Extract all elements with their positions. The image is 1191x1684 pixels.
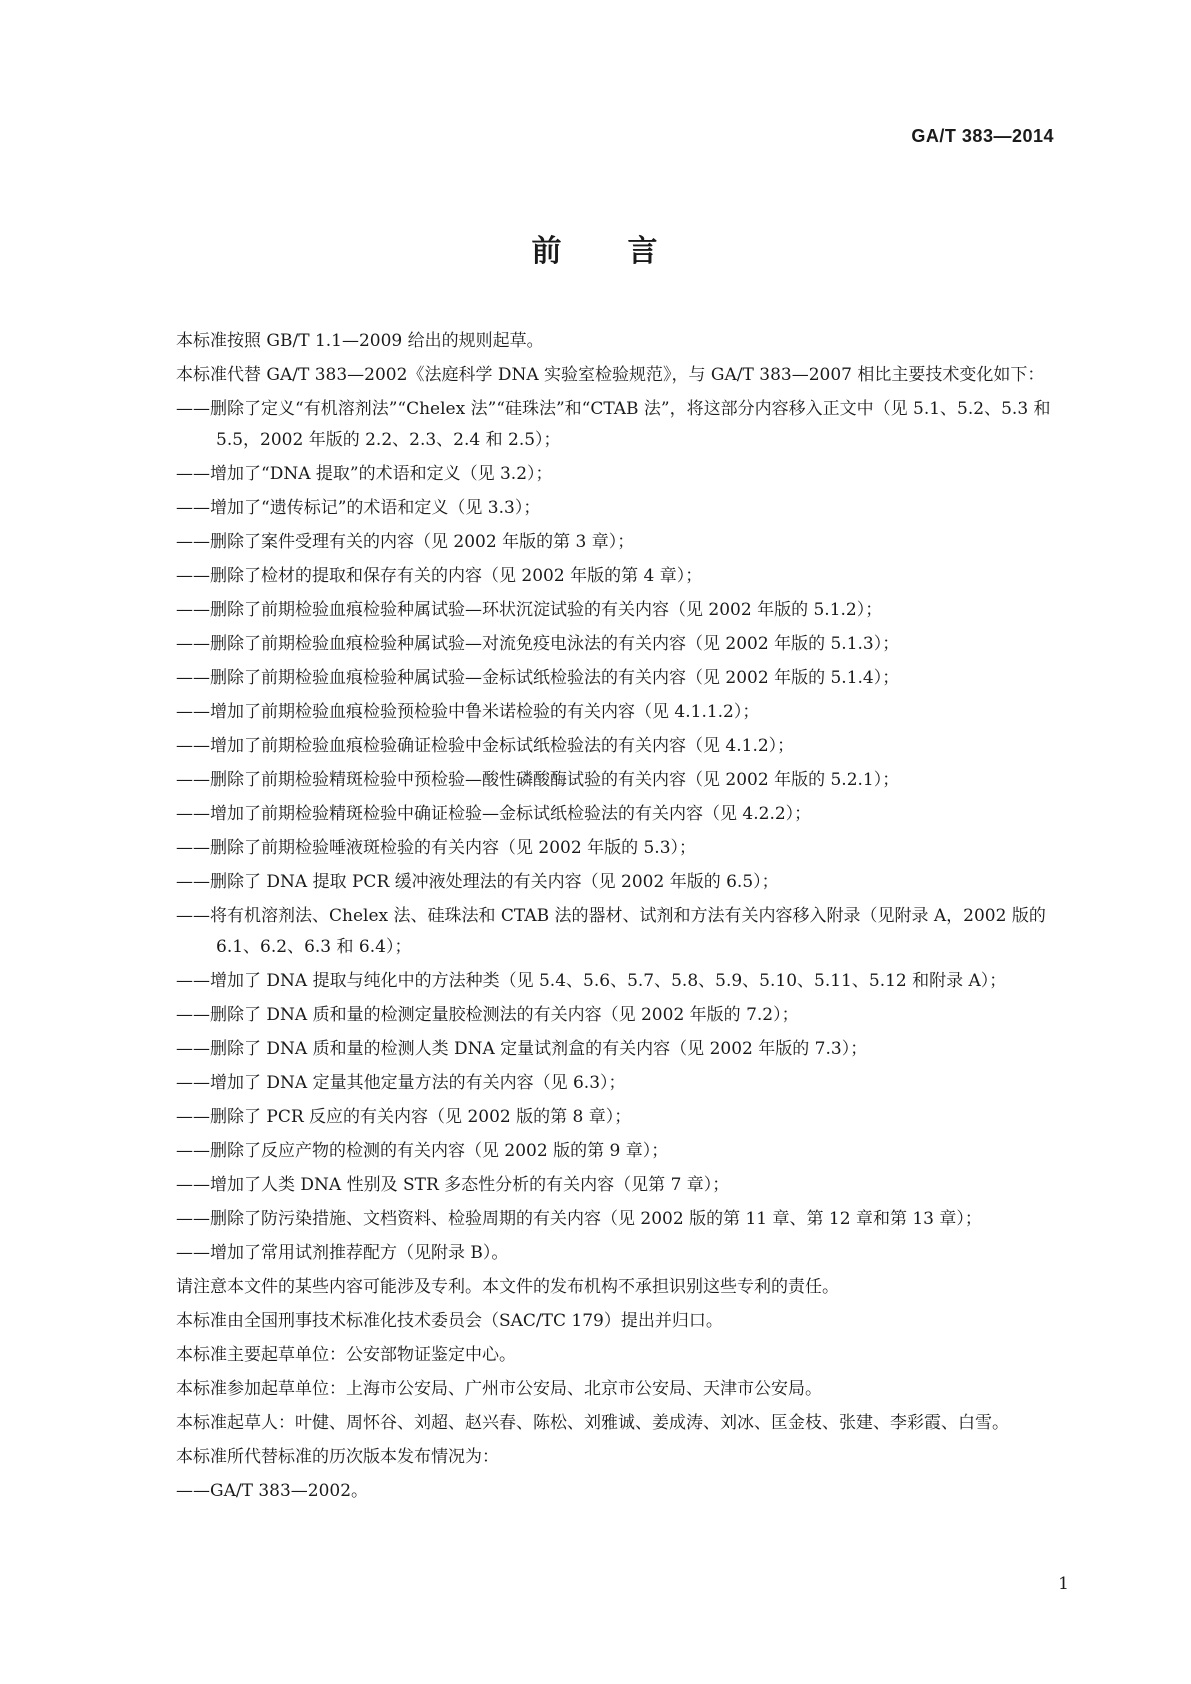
- paragraph: 本标准由全国刑事技术标准化技术委员会（SAC/TC 179）提出并归口。: [176, 1311, 723, 1331]
- list-item: ——删除了前期检验血痕检验种属试验—金标试纸检验法的有关内容（见 2002 年版的 5.1.4）；: [176, 668, 900, 688]
- list-item: ——删除了检材的提取和保存有关的内容（见 2002 年版的第 4 章）；: [176, 566, 703, 586]
- list-item: ——删除了 DNA 提取 PCR 缓冲液处理法的有关内容（见 2002 年版的 6.5）；: [176, 872, 779, 892]
- foreword-body: [137, 326, 1054, 1510]
- standard-code: GA/T 383—2014: [911, 126, 1054, 146]
- list-item: ——删除了 DNA 质和量的检测定量胶检测法的有关内容（见 2002 年版的 7.2）；: [176, 1005, 799, 1025]
- history-item: ——GA/T 383—2002。: [176, 1481, 369, 1501]
- list-item: ——删除了反应产物的检测的有关内容（见 2002 版的第 9 章）；: [176, 1141, 669, 1161]
- list-item: ——删除了 PCR 反应的有关内容（见 2002 版的第 8 章）；: [176, 1107, 632, 1127]
- list-item: ——删除了 DNA 质和量的检测人类 DNA 定量试剂盒的有关内容（见 2002 年版的 7.3）；: [176, 1039, 868, 1059]
- page-number: 1: [1058, 1574, 1069, 1594]
- paragraph: 本标准代替 GA/T 383—2002《法庭科学 DNA 实验室检验规范》，与 GA/T 383—2007 相比主要技术变化如下：: [176, 365, 1045, 385]
- list-item: ——删除了防污染措施、文档资料、检验周期的有关内容（见 2002 版的第 11 章、第 12 章和第 13 章）；: [176, 1209, 982, 1229]
- list-item: ——增加了“DNA 提取”的术语和定义（见 3.2）；: [176, 464, 553, 484]
- list-item: ——增加了 DNA 定量其他定量方法的有关内容（见 6.3）；: [176, 1073, 626, 1093]
- list-item: ——删除了前期检验精斑检验中预检验—酸性磷酸酶试验的有关内容（见 2002 年版的 5.2.1）；: [176, 770, 900, 790]
- list-item: ——增加了 DNA 提取与纯化中的方法种类（见 5.4、5.6、5.7、5.8、5.9、5.10、5.11、5.12 和附录 A）；: [176, 971, 1007, 991]
- page-title: [0, 226, 1191, 270]
- paragraph: 本标准主要起草单位：公安部物证鉴定中心。: [176, 1345, 516, 1365]
- list-item: ——删除了前期检验血痕检验种属试验—对流免疫电泳法的有关内容（见 2002 年版的 5.1.3）；: [176, 634, 900, 654]
- paragraph: 本标准按照 GB/T 1.1—2009 给出的规则起草。: [176, 331, 544, 351]
- list-item: ——增加了前期检验血痕检验预检验中鲁米诺检验的有关内容（见 4.1.1.2）；: [176, 702, 760, 722]
- list-item: ——增加了前期检验精斑检验中确证检验—金标试纸检验法的有关内容（见 4.2.2）；: [176, 804, 812, 824]
- list-item: ——删除了前期检验血痕检验种属试验—环状沉淀试验的有关内容（见 2002 年版的 5.1.2）；: [176, 600, 883, 620]
- list-item: ——删除了案件受理有关的内容（见 2002 年版的第 3 章）；: [176, 532, 635, 552]
- paragraph: 本标准所代替标准的历次版本发布情况为：: [176, 1447, 499, 1467]
- list-item: ——将有机溶剂法、Chelex 法、硅珠法和 CTAB 法的器材、试剂和方法有关内容移入附录（见附录 A，2002 版的 6.1、6.2、6.3 和 6.4）；: [176, 906, 1046, 957]
- changes-list: [137, 394, 1054, 1269]
- paragraph: 本标准参加起草单位：上海市公安局、广州市公安局、北京市公安局、天津市公安局。: [176, 1379, 822, 1399]
- list-item: ——增加了人类 DNA 性别及 STR 多态性分析的有关内容（见第 7 章）；: [176, 1175, 730, 1195]
- list-item: ——删除了前期检验唾液斑检验的有关内容（见 2002 年版的 5.3）；: [176, 838, 697, 858]
- title-char-1: 前: [531, 234, 564, 269]
- title-char-2: 言: [627, 234, 660, 269]
- list-item: ——增加了常用试剂推荐配方（见附录 B）。: [176, 1243, 509, 1263]
- list-item: ——增加了“遗传标记”的术语和定义（见 3.3）；: [176, 498, 541, 518]
- list-item: ——增加了前期检验血痕检验确证检验中金标试纸检验法的有关内容（见 4.1.2）；: [176, 736, 795, 756]
- list-item: ——删除了定义“有机溶剂法”“Chelex 法”“硅珠法”和“CTAB 法”，将这部分内容移入正文中（见 5.1、5.2、5.3 和 5.5，2002 年版的 2.2、2.3、2.4 和 2.5）；: [176, 399, 1051, 450]
- paragraph: 请注意本文件的某些内容可能涉及专利。本文件的发布机构不承担识别这些专利的责任。: [176, 1277, 839, 1297]
- paragraph: 本标准起草人：叶健、周怀谷、刘超、赵兴春、陈松、刘雅诚、姜成涛、刘冰、匡金枝、张建、李彩霞、白雪。: [176, 1413, 1009, 1433]
